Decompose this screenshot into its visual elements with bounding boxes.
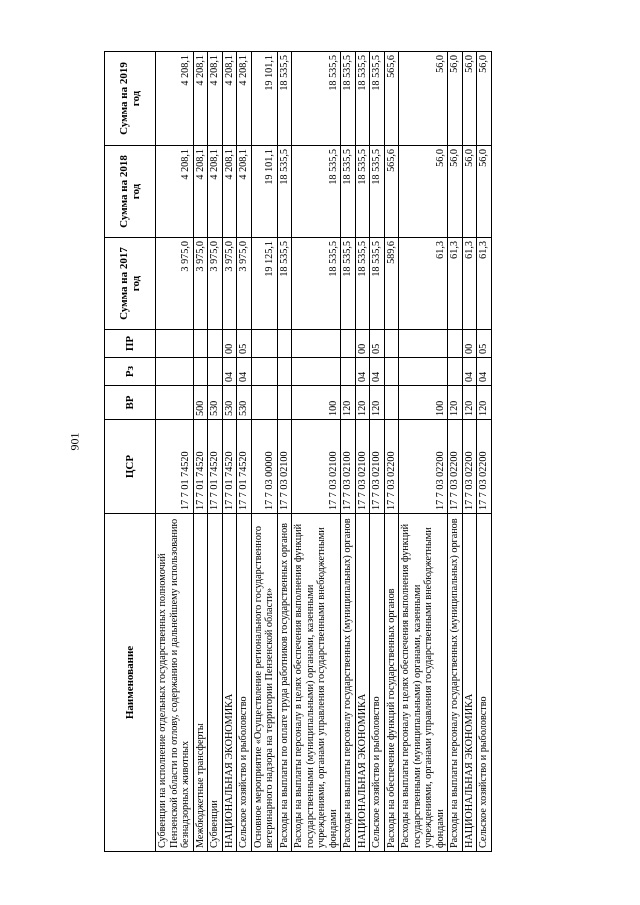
cell-csr: 17 7 01 74520 (193, 420, 208, 514)
cell-sum-2017: 18 535,5 (292, 238, 341, 330)
cell-sum-2017: 589,6 (384, 238, 399, 330)
cell-rz (156, 358, 194, 386)
cell-vr: 500 (193, 386, 208, 420)
cell-vr (277, 386, 292, 420)
cell-vr: 120 (341, 386, 356, 420)
cell-pr (277, 330, 292, 358)
table-row (399, 52, 448, 852)
cell-sum-2019: 4 208,1 (156, 52, 194, 146)
cell-sum-2018: 56,0 (477, 146, 492, 238)
cell-rz (384, 358, 399, 386)
cell-rz (193, 358, 208, 386)
cell-name: Расходы на выплаты персоналу в целях обеспечения выполнения функций государственными (муниципальными) органами, казенными учреждениями, органами управления государственными внебюджетными фондами (292, 514, 341, 852)
table-row (448, 52, 463, 852)
cell-vr: 120 (477, 386, 492, 420)
table-header-row (105, 52, 156, 852)
cell-csr: 17 7 03 02200 (384, 420, 399, 514)
cell-sum-2017: 18 535,5 (370, 238, 385, 330)
cell-csr: 17 7 03 02100 (277, 420, 292, 514)
cell-vr (384, 386, 399, 420)
cell-rz (292, 358, 341, 386)
cell-name: Сельское хозяйство и рыболовство (370, 514, 385, 852)
cell-sum-2018: 19 101,1 (251, 146, 277, 238)
cell-vr (156, 386, 194, 420)
cell-csr: 17 7 03 02100 (292, 420, 341, 514)
cell-name: НАЦИОНАЛЬНАЯ ЭКОНОМИКА (462, 514, 477, 852)
cell-sum-2017: 3 975,0 (237, 238, 252, 330)
cell-csr: 17 7 03 02200 (399, 420, 448, 514)
cell-name: Расходы на обеспечение функций государственных органов (384, 514, 399, 852)
cell-pr: 05 (370, 330, 385, 358)
cell-pr: 05 (477, 330, 492, 358)
cell-pr: 00 (222, 330, 237, 358)
table-row (277, 52, 292, 852)
cell-sum-2019: 4 208,1 (208, 52, 223, 146)
table-row (193, 52, 208, 852)
col-header-rz: Рз (105, 358, 156, 386)
page-number: 901 (67, 432, 82, 451)
cell-csr: 17 7 01 74520 (156, 420, 194, 514)
table-row (370, 52, 385, 852)
cell-name: Расходы на выплаты персоналу в целях обеспечения выполнения функций государственными (муниципальными) органами, казенными учреждениями, органами управления государственными внебюджетными фондами (399, 514, 448, 852)
cell-vr: 120 (370, 386, 385, 420)
cell-vr: 120 (448, 386, 463, 420)
cell-sum-2018: 4 208,1 (208, 146, 223, 238)
cell-rz (399, 358, 448, 386)
cell-name: Расходы на выплаты персоналу государственных (муниципальных) органов (341, 514, 356, 852)
cell-sum-2017: 61,3 (462, 238, 477, 330)
cell-sum-2017: 19 125,1 (251, 238, 277, 330)
cell-rz: 04 (222, 358, 237, 386)
cell-vr: 530 (237, 386, 252, 420)
cell-csr: 17 7 03 02200 (477, 420, 492, 514)
table-row (208, 52, 223, 852)
col-header-csr: ЦСР (105, 420, 156, 514)
cell-rz (208, 358, 223, 386)
cell-sum-2019: 56,0 (448, 52, 463, 146)
cell-rz: 04 (462, 358, 477, 386)
table-row (341, 52, 356, 852)
cell-sum-2018: 18 535,5 (277, 146, 292, 238)
cell-vr: 100 (292, 386, 341, 420)
cell-sum-2018: 4 208,1 (193, 146, 208, 238)
cell-vr (251, 386, 277, 420)
cell-csr: 17 7 03 02100 (341, 420, 356, 514)
cell-sum-2017: 3 975,0 (222, 238, 237, 330)
cell-pr (193, 330, 208, 358)
table-row (251, 52, 277, 852)
cell-csr: 17 7 03 02100 (355, 420, 370, 514)
cell-sum-2019: 56,0 (399, 52, 448, 146)
cell-sum-2019: 18 535,5 (341, 52, 356, 146)
table-row (355, 52, 370, 852)
cell-sum-2018: 56,0 (399, 146, 448, 238)
cell-pr: 00 (462, 330, 477, 358)
table-row (477, 52, 492, 852)
cell-name: Субвенции на исполнение отдельных государственных полномочий Пензенской области по отлову, содержанию и дальнейшему использованию безнадзорных животных (156, 514, 194, 852)
cell-pr (448, 330, 463, 358)
cell-sum-2019: 4 208,1 (237, 52, 252, 146)
table-row (222, 52, 237, 852)
cell-pr (292, 330, 341, 358)
cell-name: Межбюджетные трансферты (193, 514, 208, 852)
cell-sum-2019: 18 535,5 (370, 52, 385, 146)
cell-sum-2018: 18 535,5 (341, 146, 356, 238)
cell-sum-2019: 4 208,1 (222, 52, 237, 146)
cell-sum-2018: 18 535,5 (292, 146, 341, 238)
cell-rz: 04 (355, 358, 370, 386)
cell-rz: 04 (237, 358, 252, 386)
cell-name: Сельское хозяйство и рыболовство (477, 514, 492, 852)
table-row (156, 52, 194, 852)
col-header-sum-2017: Сумма на 2017 год (105, 238, 156, 330)
cell-csr: 17 7 03 02200 (462, 420, 477, 514)
cell-sum-2017: 61,3 (399, 238, 448, 330)
cell-sum-2017: 61,3 (477, 238, 492, 330)
cell-rz (277, 358, 292, 386)
cell-csr: 17 7 03 02100 (370, 420, 385, 514)
col-header-pr: ПР (105, 330, 156, 358)
cell-csr: 17 7 03 00000 (251, 420, 277, 514)
cell-pr (251, 330, 277, 358)
cell-rz (341, 358, 356, 386)
cell-vr: 530 (222, 386, 237, 420)
cell-sum-2019: 56,0 (477, 52, 492, 146)
cell-name: Сельское хозяйство и рыболовство (237, 514, 252, 852)
cell-name: Расходы на выплаты по оплате труда работников государственных органов (277, 514, 292, 852)
cell-sum-2018: 4 208,1 (237, 146, 252, 238)
cell-sum-2017: 3 975,0 (193, 238, 208, 330)
cell-pr (156, 330, 194, 358)
cell-pr (384, 330, 399, 358)
cell-sum-2017: 18 535,5 (277, 238, 292, 330)
cell-vr: 120 (355, 386, 370, 420)
cell-sum-2019: 18 535,5 (277, 52, 292, 146)
cell-vr: 120 (462, 386, 477, 420)
cell-sum-2018: 18 535,5 (370, 146, 385, 238)
col-header-name: Наименование (105, 514, 156, 852)
rotated-page (104, 52, 536, 852)
col-header-vr: ВР (105, 386, 156, 420)
cell-sum-2019: 56,0 (462, 52, 477, 146)
cell-name: Расходы на выплаты персоналу государственных (муниципальных) органов (448, 514, 463, 852)
cell-sum-2017: 3 975,0 (208, 238, 223, 330)
cell-pr: 00 (355, 330, 370, 358)
table-row (462, 52, 477, 852)
cell-name: НАЦИОНАЛЬНАЯ ЭКОНОМИКА (355, 514, 370, 852)
cell-sum-2018: 56,0 (448, 146, 463, 238)
cell-sum-2019: 4 208,1 (193, 52, 208, 146)
cell-sum-2018: 4 208,1 (222, 146, 237, 238)
cell-sum-2018: 565,6 (384, 146, 399, 238)
cell-name: Субвенции (208, 514, 223, 852)
cell-sum-2018: 56,0 (462, 146, 477, 238)
cell-rz: 04 (370, 358, 385, 386)
cell-pr (208, 330, 223, 358)
cell-pr: 05 (237, 330, 252, 358)
cell-vr: 100 (399, 386, 448, 420)
table-row (292, 52, 341, 852)
table-row (384, 52, 399, 852)
cell-rz: 04 (477, 358, 492, 386)
table-body (156, 52, 492, 852)
cell-pr (399, 330, 448, 358)
cell-sum-2018: 4 208,1 (156, 146, 194, 238)
cell-rz (251, 358, 277, 386)
col-header-sum-2019: Сумма на 2019 год (105, 52, 156, 146)
cell-sum-2019: 565,6 (384, 52, 399, 146)
cell-csr: 17 7 01 74520 (222, 420, 237, 514)
table-row (237, 52, 252, 852)
cell-csr: 17 7 01 74520 (237, 420, 252, 514)
cell-pr (341, 330, 356, 358)
cell-sum-2019: 19 101,1 (251, 52, 277, 146)
cell-sum-2017: 61,3 (448, 238, 463, 330)
cell-name: НАЦИОНАЛЬНАЯ ЭКОНОМИКА (222, 514, 237, 852)
cell-sum-2017: 18 535,5 (341, 238, 356, 330)
cell-sum-2018: 18 535,5 (355, 146, 370, 238)
budget-table (104, 51, 492, 852)
cell-csr: 17 7 01 74520 (208, 420, 223, 514)
cell-sum-2017: 3 975,0 (156, 238, 194, 330)
cell-rz (448, 358, 463, 386)
col-header-sum-2018: Сумма на 2018 год (105, 146, 156, 238)
cell-name: Основное мероприятие «Осуществление регионального государственного ветеринарного надзора на территории Пензенской области» (251, 514, 277, 852)
cell-csr: 17 7 03 02200 (448, 420, 463, 514)
cell-vr: 530 (208, 386, 223, 420)
cell-sum-2017: 18 535,5 (355, 238, 370, 330)
cell-sum-2019: 18 535,5 (355, 52, 370, 146)
cell-sum-2019: 18 535,5 (292, 52, 341, 146)
